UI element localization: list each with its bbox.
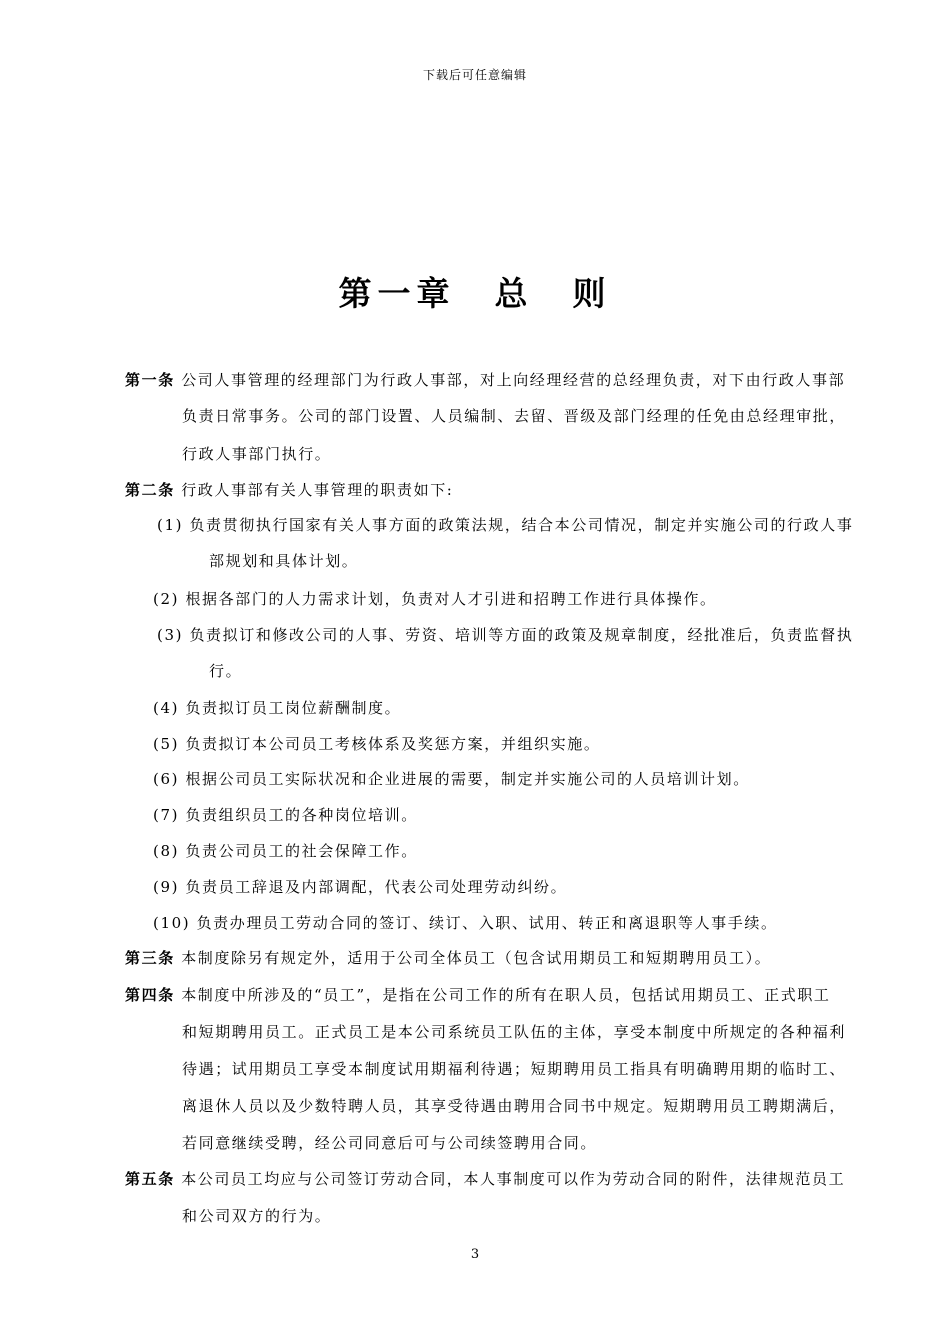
article-label: 第三条 [125, 949, 175, 967]
article-3-line-1: 第三条 本制度除另有规定外，适用于公司全体员工（包含试用期员工和短期聘用员工）。 [125, 949, 772, 967]
duty-2: (2) 根据各部门的人力需求计划，负责对人才引进和招聘工作进行具体操作。 [153, 590, 717, 608]
chapter-title: 第一章 总 则 [338, 274, 612, 313]
duty-7: (7) 负责组织员工的各种岗位培训。 [153, 806, 418, 824]
article-2-line-1: 第二条 行政人事部有关人事管理的职责如下: [125, 481, 454, 499]
duty-3-line-1: (3) 负责拟订和修改公司的人事、劳资、培训等方面的政策及规章制度，经批准后，负责监督执 [157, 626, 854, 644]
duty-8: (8) 负责公司员工的社会保障工作。 [153, 842, 418, 860]
page-header: 下载后可任意编辑 [422, 68, 527, 82]
duty-1-line-2: 部规划和具体计划。 [209, 552, 359, 570]
article-label: 第四条 [125, 986, 175, 1004]
duty-10: (10) 负责办理员工劳动合同的签订、续订、入职、试用、转正和离退职等人事手续。 [153, 914, 778, 932]
duty-9: (9) 负责员工辞退及内部调配，代表公司处理劳动纠纷。 [153, 878, 568, 896]
article-4-line-1: 第四条 本制度中所涉及的“员工”，是指在公司工作的所有在职人员，包括试用期员工、正式职工 [125, 986, 831, 1004]
article-5-line-2: 和公司双方的行为。 [182, 1207, 332, 1225]
duty-4: (4) 负责拟订员工岗位薪酬制度。 [153, 699, 402, 717]
duty-5: (5) 负责拟订本公司员工考核体系及奖惩方案，并组织实施。 [153, 735, 601, 753]
duty-1-line-1: (1) 负责贯彻执行国家有关人事方面的政策法规，结合本公司情况，制定并实施公司的行政人事 [157, 516, 854, 534]
article-label: 第五条 [125, 1170, 175, 1188]
page-number: 3 [470, 1247, 480, 1262]
article-4-line-3: 待遇；试用期员工享受本制度试用期福利待遇；短期聘用员工指具有明确聘用期的临时工、 [182, 1060, 847, 1078]
article-1-line-2: 负责日常事务。公司的部门设置、人员编制、去留、晋级及部门经理的任免由总经理审批， [182, 407, 847, 425]
duty-3-line-2: 行。 [209, 662, 243, 680]
article-4-line-2: 和短期聘用员工。正式员工是本公司系统员工队伍的主体，享受本制度中所规定的各种福利 [182, 1023, 847, 1041]
article-label: 第一条 [125, 371, 175, 389]
article-1-line-1: 第一条 公司人事管理的经理部门为行政人事部，对上向经理经营的总经理负责，对下由行政人事部 [125, 371, 846, 389]
article-4-line-4: 离退休人员以及少数特聘人员，其享受待遇由聘用合同书中规定。短期聘用员工聘期满后， [182, 1097, 847, 1115]
article-5-line-1: 第五条 本公司员工均应与公司签订劳动合同，本人事制度可以作为劳动合同的附件，法律规范员工 [125, 1170, 846, 1188]
duty-6: (6) 根据公司员工实际状况和企业进展的需要，制定并实施公司的人员培训计划。 [153, 770, 750, 788]
article-4-line-5: 若同意继续受聘，经公司同意后可与公司续签聘用合同。 [182, 1134, 598, 1152]
article-label: 第二条 [125, 481, 175, 499]
article-1-line-3: 行政人事部门执行。 [182, 445, 332, 463]
